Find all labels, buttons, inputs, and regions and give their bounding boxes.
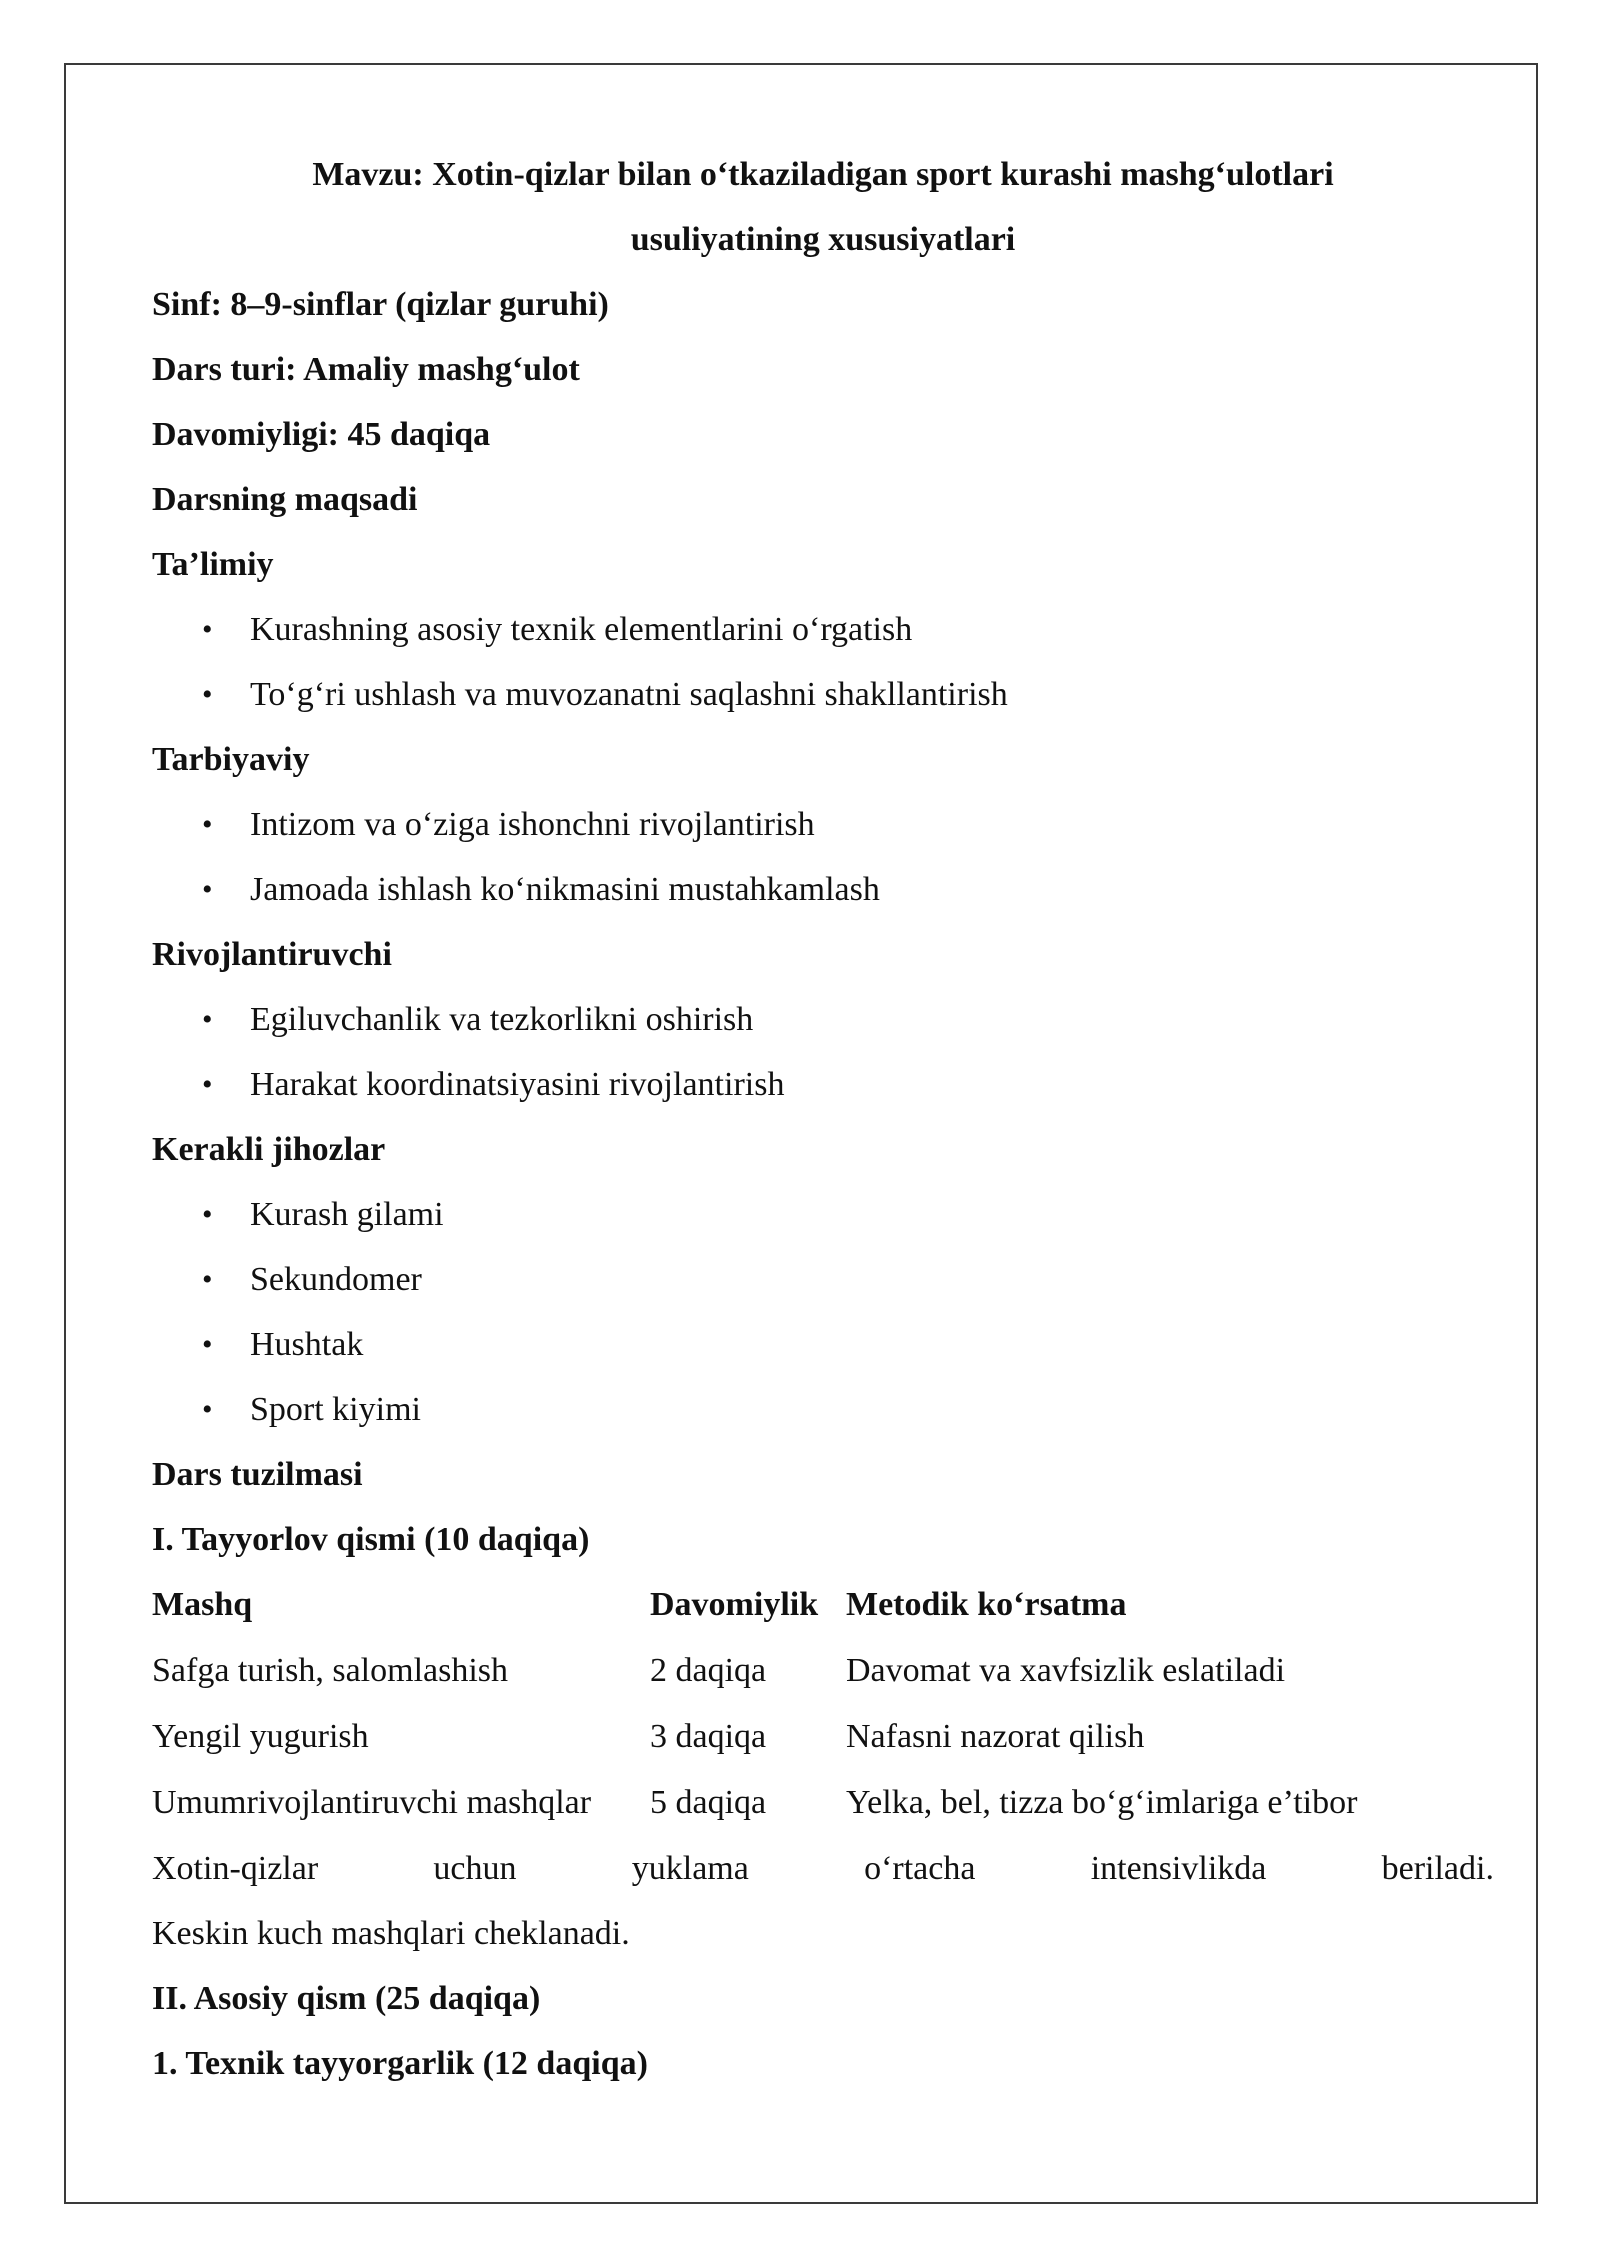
list-item-text: Egiluvchanlik va tezkorlikni oshirish [250,1001,754,1038]
lesson-structure-heading: Dars tuzilmasi [152,1456,363,1493]
list-item [152,792,1494,857]
table-cell: 3 daqiqa [650,1718,767,1755]
bullet-icon: • [202,613,213,646]
table-row [152,1770,1486,1836]
lesson-duration: Davomiyligi: 45 daqiqa [152,416,491,453]
column-header-duration: Davomiylik [650,1586,819,1623]
main-part-heading: II. Asosiy qism (25 daqiqa) [152,1980,541,2017]
table-cell: Umumrivojlantiruvchi mashqlar [152,1784,592,1821]
list-item-text: Sekundomer [250,1261,422,1298]
list-item [152,1312,1494,1377]
table-cell: 2 daqiqa [650,1652,767,1689]
list-item-text: Intizom va o‘ziga ishonchni rivojlantirish [250,806,815,843]
list-item [152,857,1494,922]
exercise-table [152,1572,1486,1836]
list-item [152,597,1494,662]
load-note-line-2: Keskin kuch mashqlari cheklanadi. [152,1915,630,1952]
lesson-type: Dars turi: Amaliy mashg‘ulot [152,351,580,388]
bullet-icon: • [202,678,213,711]
table-header-row [152,1572,1486,1638]
table-row [152,1638,1486,1704]
load-note-line-1 [152,1836,1494,1901]
document-title-line-1: Mavzu: Xotin-qizlar bilan o‘tkaziladigan sport kurashi mashg‘ulotlari [312,156,1334,193]
table-cell: Nafasni nazorat qilish [846,1718,1145,1755]
list-item-text: Kurash gilami [250,1196,444,1233]
bullet-icon: • [202,1198,213,1231]
list-item [152,1052,1494,1117]
table-cell: Yengil yugurish [152,1718,369,1755]
list-item [152,1182,1494,1247]
note-word: uchun [433,1850,517,1887]
bullet-icon: • [202,1003,213,1036]
note-word: intensivlikda [1090,1850,1267,1887]
bullet-icon: • [202,1068,213,1101]
technical-training-heading: 1. Texnik tayyorgarlik (12 daqiqa) [152,2045,648,2082]
list-item [152,1377,1494,1442]
list-item-text: Harakat koordinatsiyasini rivojlantirish [250,1066,785,1103]
list-item-text: Kurashning asosiy texnik elementlarini o‘rgatish [250,611,913,648]
educational-goals-heading: Ta’limiy [152,546,274,583]
column-header-guidance: Metodik ko‘rsatma [846,1586,1127,1623]
note-word: o‘rtacha [864,1850,976,1887]
preparatory-part-heading: I. Tayyorlov qismi (10 daqiqa) [152,1521,590,1558]
upbringing-goals-heading: Tarbiyaviy [152,741,310,778]
list-item [152,662,1494,727]
table-row [152,1704,1486,1770]
table-cell: 5 daqiqa [650,1784,767,1821]
table-cell: Safga turish, salomlashish [152,1652,509,1689]
developmental-goals-heading: Rivojlantiruvchi [152,936,392,973]
table-cell: Davomat va xavfsizlik eslatiladi [846,1652,1286,1689]
bullet-icon: • [202,1263,213,1296]
note-word: Xotin-qizlar [152,1850,319,1887]
class-info: Sinf: 8–9-sinflar (qizlar guruhi) [152,286,609,323]
list-item [152,987,1494,1052]
equipment-heading: Kerakli jihozlar [152,1131,386,1168]
list-item-text: Sport kiyimi [250,1391,421,1428]
table-cell: Yelka, bel, tizza bo‘g‘imlariga e’tibor [846,1784,1358,1821]
document-body [152,142,1494,2096]
note-word: yuklama [631,1850,749,1887]
column-header-exercise: Mashq [152,1586,253,1623]
list-item [152,1247,1494,1312]
list-item-text: To‘g‘ri ushlash va muvozanatni saqlashni shakllantirish [250,676,1008,713]
bullet-icon: • [202,873,213,906]
list-item-text: Jamoada ishlash ko‘nikmasini mustahkamlash [250,871,880,908]
list-item-text: Hushtak [250,1326,364,1363]
note-word: beriladi. [1381,1850,1494,1887]
bullet-icon: • [202,1328,213,1361]
document-title-line-2: usuliyatining xususiyatlari [630,221,1016,258]
goals-heading: Darsning maqsadi [152,481,418,518]
bullet-icon: • [202,1393,213,1426]
bullet-icon: • [202,808,213,841]
